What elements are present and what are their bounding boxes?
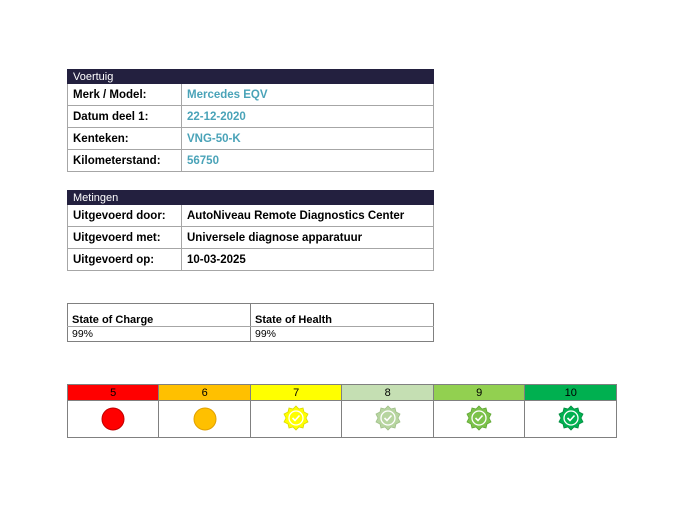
vehicle-header-row (68, 70, 434, 84)
performed-by-label: Uitgevoerd door: (68, 205, 182, 227)
red-dot-icon (100, 406, 126, 432)
scale-level-6: 6 (159, 385, 250, 401)
table-row (68, 106, 434, 128)
state-of-health-label: State of Health (251, 304, 434, 327)
state-of-charge-value: 99% (68, 327, 251, 342)
rating-scale-icons (68, 401, 617, 438)
battery-table (67, 303, 434, 342)
state-of-charge-label: State of Charge (68, 304, 251, 327)
table-row (68, 84, 434, 106)
battery-header-row (68, 304, 434, 327)
mileage-label: Kilometerstand: (68, 150, 182, 172)
make-model-label: Merk / Model: (68, 84, 182, 106)
table-row (68, 150, 434, 172)
scale-level-9: 9 (433, 385, 525, 401)
date-part1-value: 22-12-2020 (182, 106, 434, 128)
performed-with-label: Uitgevoerd met: (68, 227, 182, 249)
state-of-health-value: 99% (251, 327, 434, 342)
date-part1-label: Datum deel 1: (68, 106, 182, 128)
license-plate-value: VNG-50-K (182, 128, 434, 150)
yellow-check-badge-icon (282, 405, 310, 433)
table-row (68, 227, 434, 249)
rating-scale-table (67, 384, 617, 438)
make-model-value: Mercedes EQV (182, 84, 434, 106)
performed-with-value: Universele diagnose apparatuur (182, 227, 434, 249)
license-plate-label: Kenteken: (68, 128, 182, 150)
scale-level-8: 8 (342, 385, 434, 401)
scale-level-5: 5 (68, 385, 159, 401)
mileage-value: 56750 (182, 150, 434, 172)
measurements-header-row (68, 191, 434, 205)
performed-by-value: AutoNiveau Remote Diagnostics Center (182, 205, 434, 227)
green-check-badge-icon (465, 405, 493, 433)
performed-on-value: 10-03-2025 (182, 249, 434, 271)
scale-level-7: 7 (250, 385, 342, 401)
scale-level-10: 10 (525, 385, 617, 401)
light-green-check-badge-icon (374, 405, 402, 433)
vehicle-table (67, 69, 434, 172)
measurements-header: Metingen (68, 191, 182, 205)
performed-on-label: Uitgevoerd op: (68, 249, 182, 271)
battery-values-row (68, 327, 434, 342)
rating-scale-numbers (68, 385, 617, 401)
vehicle-header: Voertuig (68, 70, 182, 84)
table-row (68, 249, 434, 271)
dark-green-check-badge-icon (557, 405, 585, 433)
orange-dot-icon (192, 406, 218, 432)
table-row (68, 128, 434, 150)
table-row (68, 205, 434, 227)
measurements-table (67, 190, 434, 271)
